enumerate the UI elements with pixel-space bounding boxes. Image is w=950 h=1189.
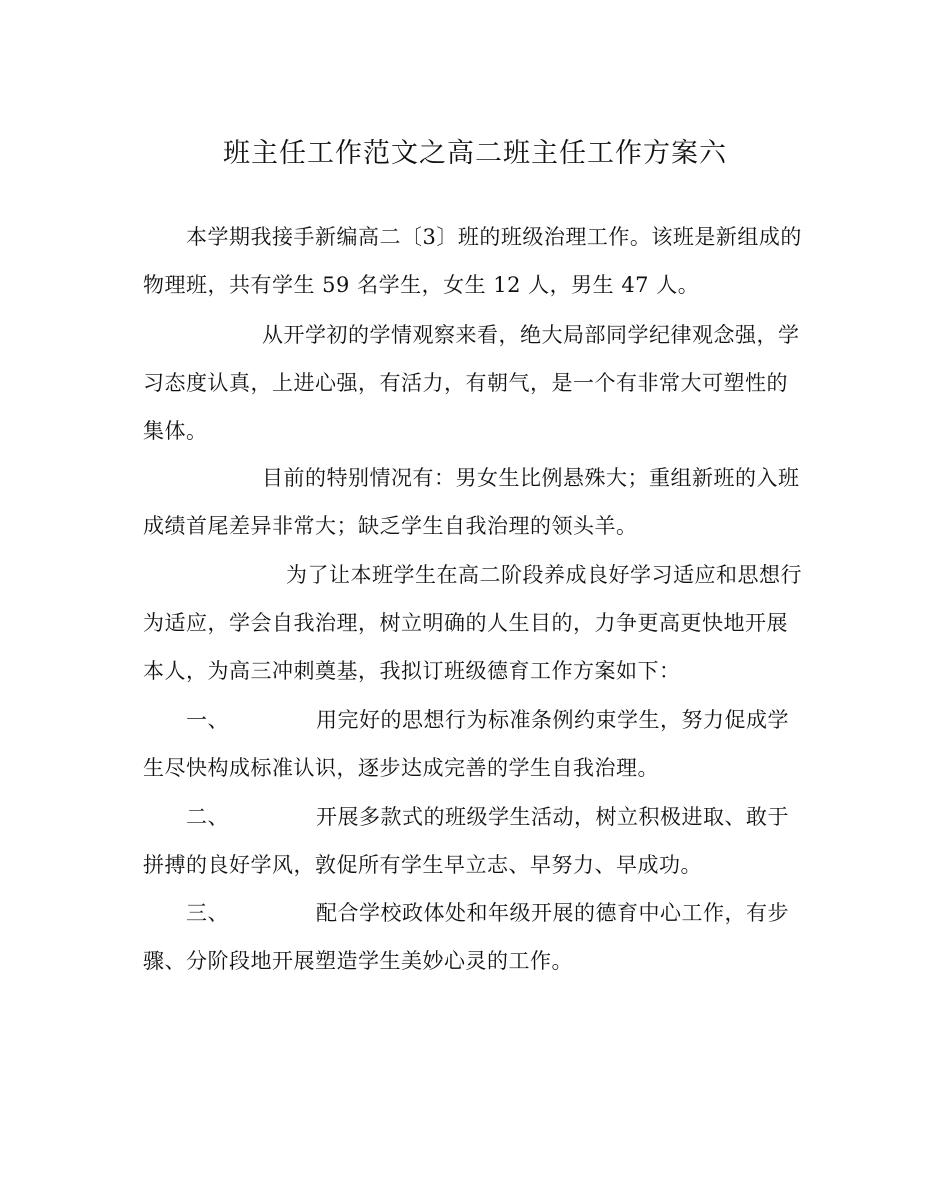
paragraph-3-line-2: 成绩首尾差异非常大；缺乏学生自我治理的领头羊。 (143, 514, 638, 538)
paragraph-2-line-2: 习态度认真，上进心强，有活力，有朝气，是一个有非常大可塑性的 (143, 371, 788, 395)
item-3-line-1: 配合学校政体处和年级开展的德育中心工作，有步 (316, 901, 789, 925)
item-2-line-1: 开展多款式的班级学生活动，树立积极进取、敢于 (316, 805, 789, 829)
paragraph-1-line-1: 本学期我接手新编高二〔3〕班的班级治理工作。该班是新组成的 (186, 225, 802, 249)
paragraph-3-line-1: 目前的特别情况有：男女生比例悬殊大；重组新班的入班 (262, 466, 800, 490)
item-2-number: 二、 (186, 805, 229, 829)
paragraph-4-line-3: 本人，为高三冲刺奠基，我拟订班级德育工作方案如下： (143, 659, 681, 683)
paragraph-2-line-1: 从开学初的学情观察来看，绝大局部同学纪律观念强，学 (262, 323, 800, 347)
item-1-line-2: 生尽快构成标准认识，逐步达成完善的学生自我治理。 (143, 756, 659, 780)
paragraph-1-line-2: 物理班，共有学生 59 名学生，女生 12 人，男生 47 人。 (143, 273, 700, 297)
paragraph-4-line-1: 为了让本班学生在高二阶段养成良好学习适应和思想行 (286, 563, 802, 587)
paragraph-2-line-3: 集体。 (143, 419, 208, 443)
item-3-number: 三、 (186, 901, 229, 925)
item-1-line-1: 用完好的思想行为标准条例约束学生，努力促成学 (316, 708, 789, 732)
item-1-number: 一、 (186, 708, 229, 732)
item-3-line-2: 骤、分阶段地开展塑造学生美妙心灵的工作。 (143, 949, 573, 973)
document-title: 班主任工作范文之高二班主任工作方案六 (223, 138, 727, 169)
paragraph-4-line-2: 为适应，学会自我治理，树立明确的人生目的，力争更高更快地开展 (143, 611, 788, 635)
item-2-line-2: 拼搏的良好学风，敦促所有学生早立志、早努力、早成功。 (143, 853, 702, 877)
